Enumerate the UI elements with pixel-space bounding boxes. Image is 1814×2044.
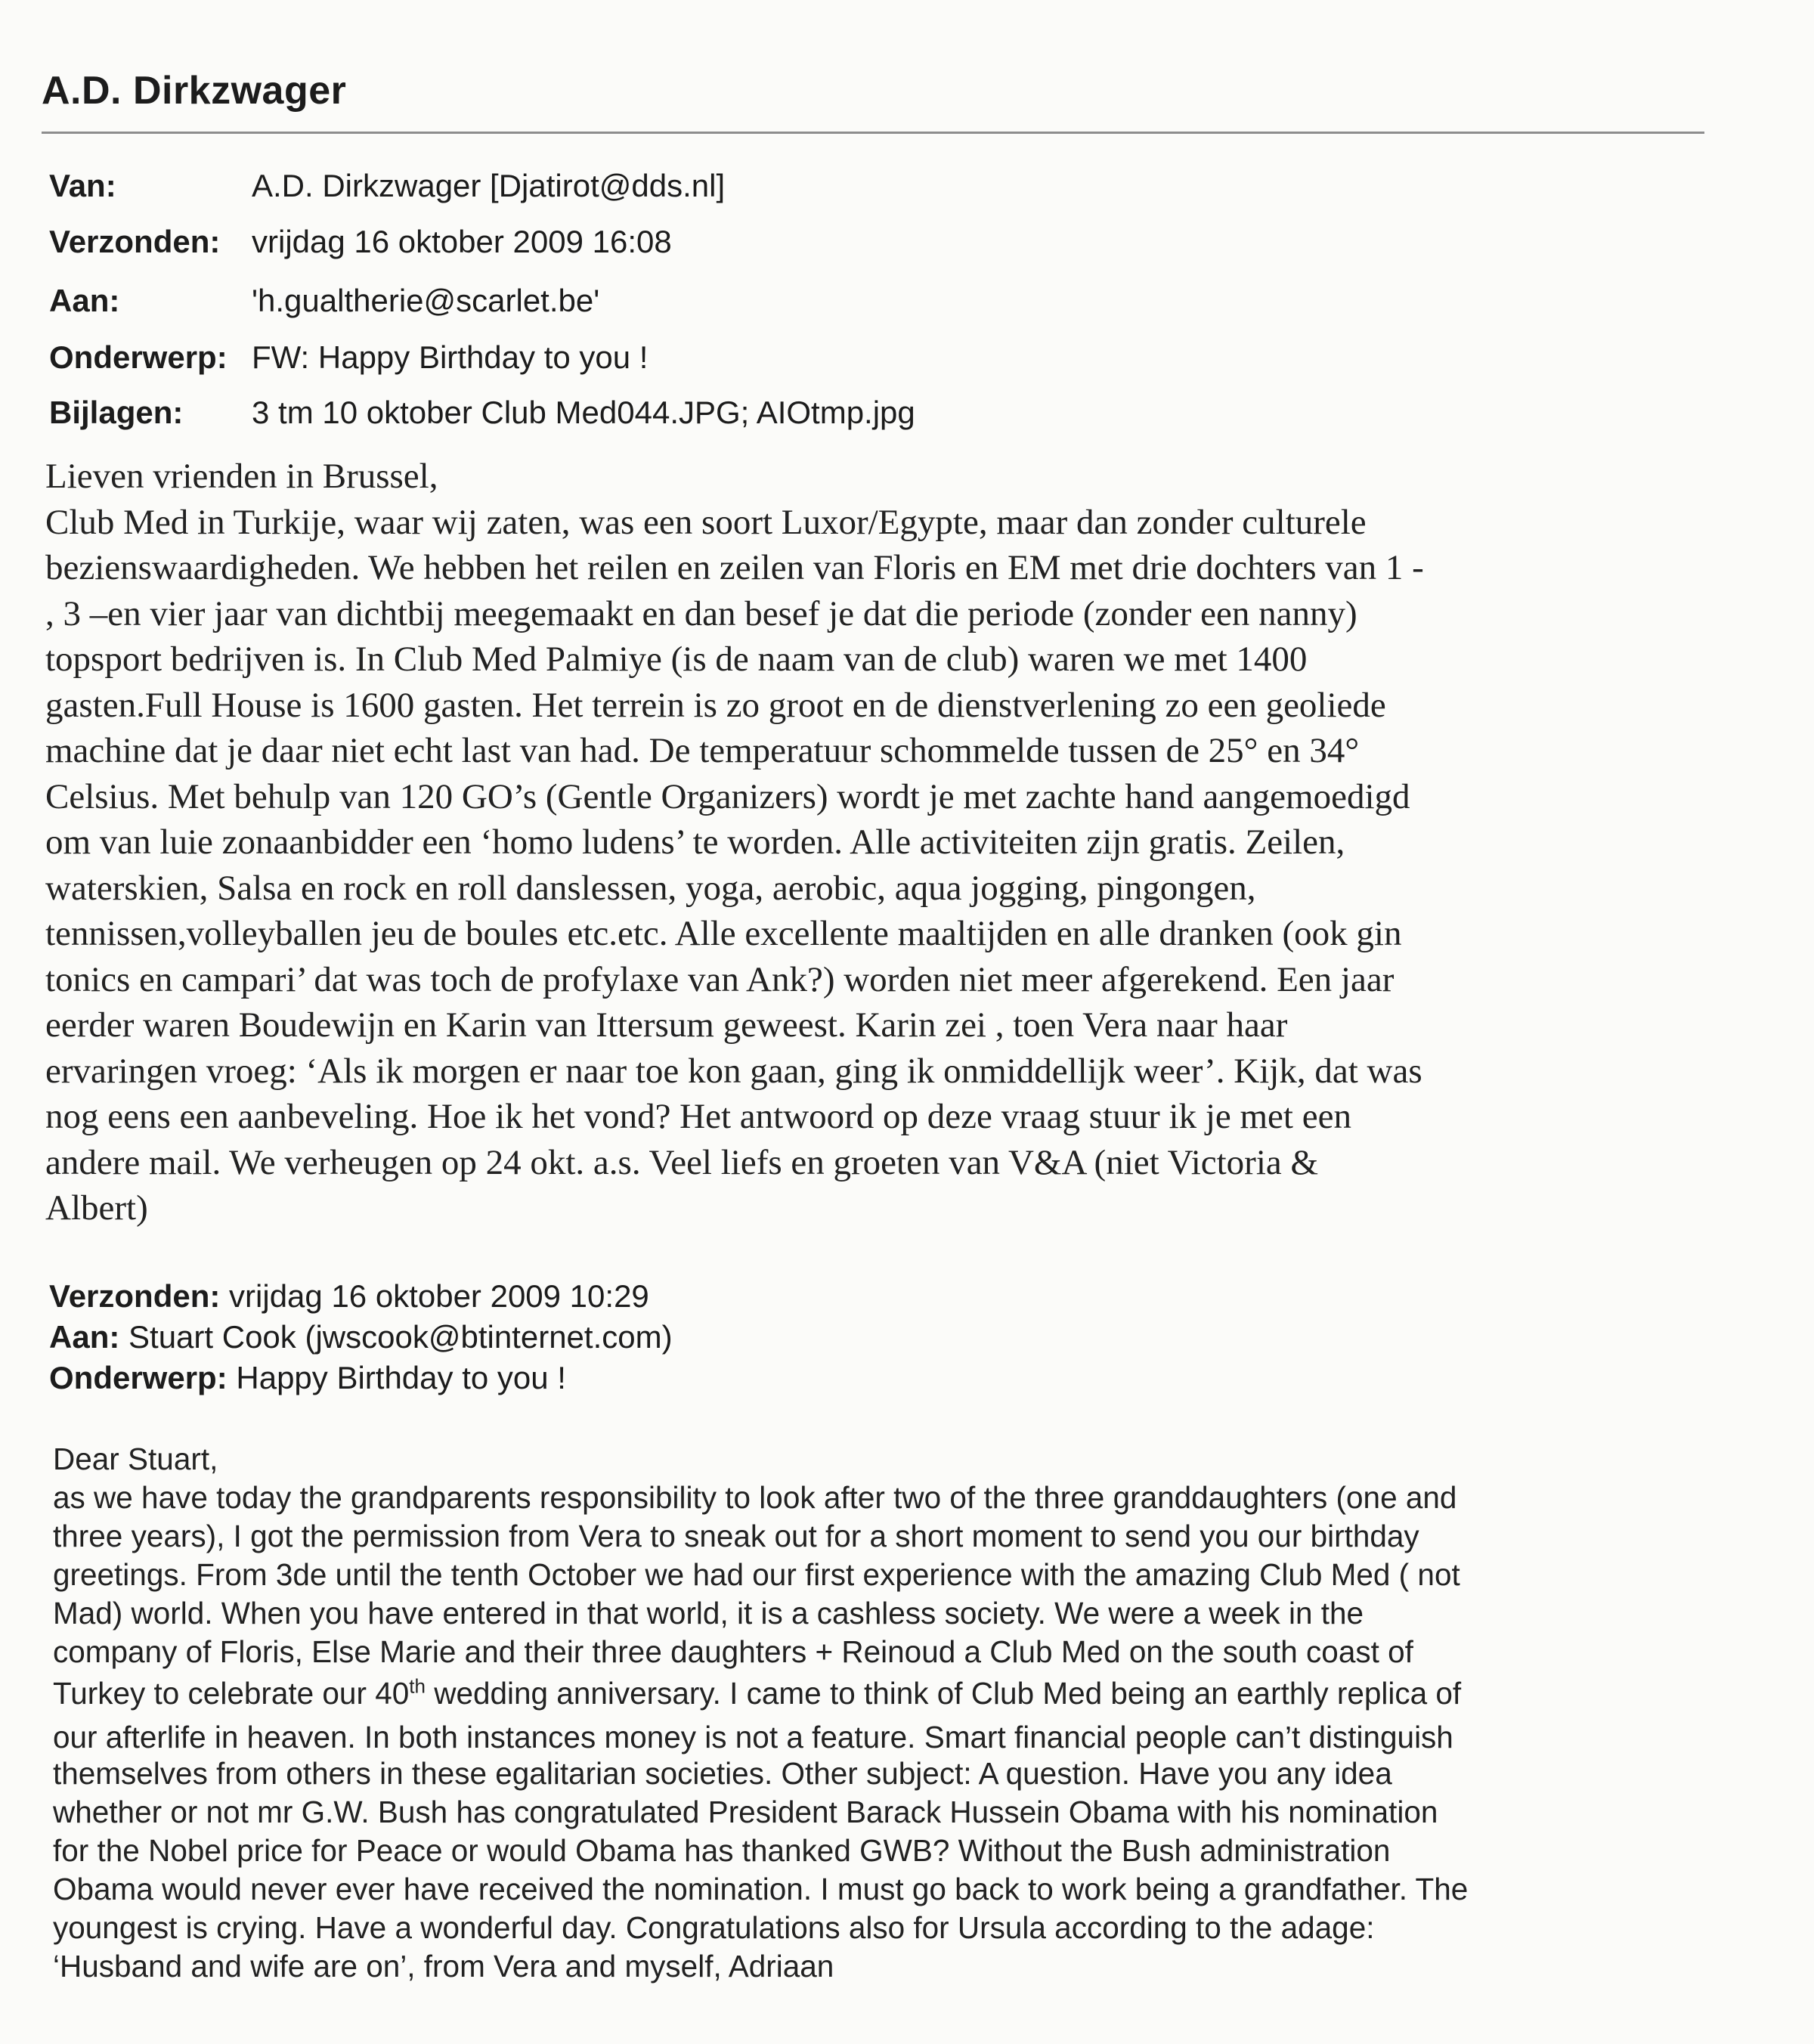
forwarded-sent-row [49,1276,673,1317]
body-line: gasten.Full House is 1600 gasten. Het terrein is zo groot en de dienstverlening zo een geoliede [45,685,1386,725]
body-line: bezienswaardigheden. We hebben het reilen en zeilen van Floris en EM met drie dochters van 1 - [45,548,1424,587]
body-line: waterskien, Salsa en rock en roll danslessen, yoga, aerobic, aqua jogging, pingongen, [45,868,1256,908]
to-value: 'h.gualtherie@scarlet.be' [252,283,600,318]
body-line: Lieven vrienden in Brussel, [45,457,438,496]
header-divider [42,132,1704,134]
body-line: topsport bedrijven is. In Club Med Palmiye (is de naam van de club) waren we met 1400 [45,640,1308,679]
body-line: nog eens een aanbeveling. Hoe ik het vond? Het antwoord op deze vraag stuur ik je met een [45,1097,1351,1136]
body-line: company of Floris, Else Marie and their three daughters + Reinoud a Club Med on the south coast of [53,1634,1413,1669]
body-line: Club Med in Turkije, waar wij zaten, was een soort Luxor/Egypte, maar dan zonder culturele [45,502,1367,542]
body-line [53,1671,1686,1718]
body-line: Dear Stuart, [53,1442,218,1476]
body-line: ervaringen vroeg: ‘Als ik morgen er naar toe kon gaan, ging ik onmiddellijk weer’. Kijk, dat was [45,1051,1422,1091]
forwarded-to-label: Aan: [49,1319,120,1355]
subject-label: Onderwerp: [49,339,228,375]
ordinal-suffix: th [409,1674,426,1698]
forwarded-subject-label: Onderwerp: [49,1360,228,1395]
body-line: , 3 –en vier jaar van dichtbij meegemaakt en dan besef je dat die periode (zonder een nanny) [45,593,1357,633]
forwarded-to-value: Stuart Cook (jwscook@btinternet.com) [128,1319,673,1355]
body-line: Mad) world. When you have entered in that world, it is a cashless society. We were a week in the [53,1596,1364,1631]
body-line-part: wedding anniversary. I came to think of Club Med being an earthly replica of [425,1676,1462,1711]
body-line: andere mail. We verheugen op 24 okt. a.s. Veel liefs en groeten van V&A (niet Victoria & [45,1142,1319,1182]
body-line: machine dat je daar niet echt last van had. De temperatuur schommelde tussen de 25° en 34° [45,731,1360,770]
forwarded-header [49,1276,673,1398]
dutch-message-body [45,454,1648,1231]
sent-label: Verzonden: [49,224,221,259]
attachments-value: 3 tm 10 oktober Club Med044.JPG; AIOtmp.jpg [252,395,915,430]
body-line: Celsius. Met behulp van 120 GO’s (Gentle Organizers) wordt je met zachte hand aangemoedigd [45,776,1410,816]
forwarded-subject-value: Happy Birthday to you ! [236,1360,566,1395]
body-line: our afterlife in heaven. In both instances money is not a feature. Smart financial people can’t distinguish [53,1720,1453,1754]
sender-name-heading: A.D. Dirkzwager [42,69,347,113]
body-line: tennissen,volleyballen jeu de boules etc.etc. Alle excellente maaltijden en alle dranken (ook gin [45,914,1402,953]
forwarded-to-row [49,1317,673,1358]
body-line: eerder waren Boudewijn en Karin van Ittersum geweest. Karin zei , toen Vera naar haar [45,1005,1288,1045]
body-line: greetings. From 3de until the tenth October we had our first experience with the amazing Club Med ( not [53,1557,1460,1592]
from-label: Van: [49,168,116,203]
body-line: Albert) [45,1188,148,1228]
body-line: for the Nobel price for Peace or would Obama has thanked GWB? Without the Bush administration [53,1833,1391,1868]
body-line: as we have today the grandparents responsibility to look after two of the three granddaughters (one and [53,1480,1457,1515]
body-line: ‘Husband and wife are on’, from Vera and myself, Adriaan [53,1949,834,1984]
sent-value: vrijdag 16 oktober 2009 16:08 [252,224,672,259]
to-label: Aan: [49,283,120,318]
from-value: A.D. Dirkzwager [Djatirot@dds.nl] [252,168,726,203]
body-line: youngest is crying. Have a wonderful day. Congratulations also for Ursula according to the adage: [53,1910,1375,1945]
body-line: tonics en campari’ dat was toch de profylaxe van Ank?) worden niet meer afgerekend. Een jaar [45,959,1395,999]
english-message-body [53,1440,1686,1986]
body-line: themselves from others in these egalitarian societies. Other subject: A question. Have you any idea [53,1756,1392,1791]
body-line-part: Turkey to celebrate our 40 [53,1676,410,1711]
body-line: whether or not mr G.W. Bush has congratulated President Barack Hussein Obama with his nomination [53,1795,1438,1829]
body-line: three years), I got the permission from Vera to sneak out for a short moment to send you our birthday [53,1519,1419,1553]
body-line: om van luie zonaanbidder een ‘homo ludens’ te worden. Alle activiteiten zijn gratis. Zeilen, [45,822,1345,862]
subject-value: FW: Happy Birthday to you ! [252,339,649,375]
forwarded-sent-value: vrijdag 16 oktober 2009 10:29 [229,1278,649,1314]
forwarded-sent-label: Verzonden: [49,1278,221,1314]
attachments-label: Bijlagen: [49,395,184,430]
forwarded-subject-row [49,1358,673,1398]
body-line: Obama would never ever have received the nomination. I must go back to work being a grandfather. The [53,1872,1469,1906]
